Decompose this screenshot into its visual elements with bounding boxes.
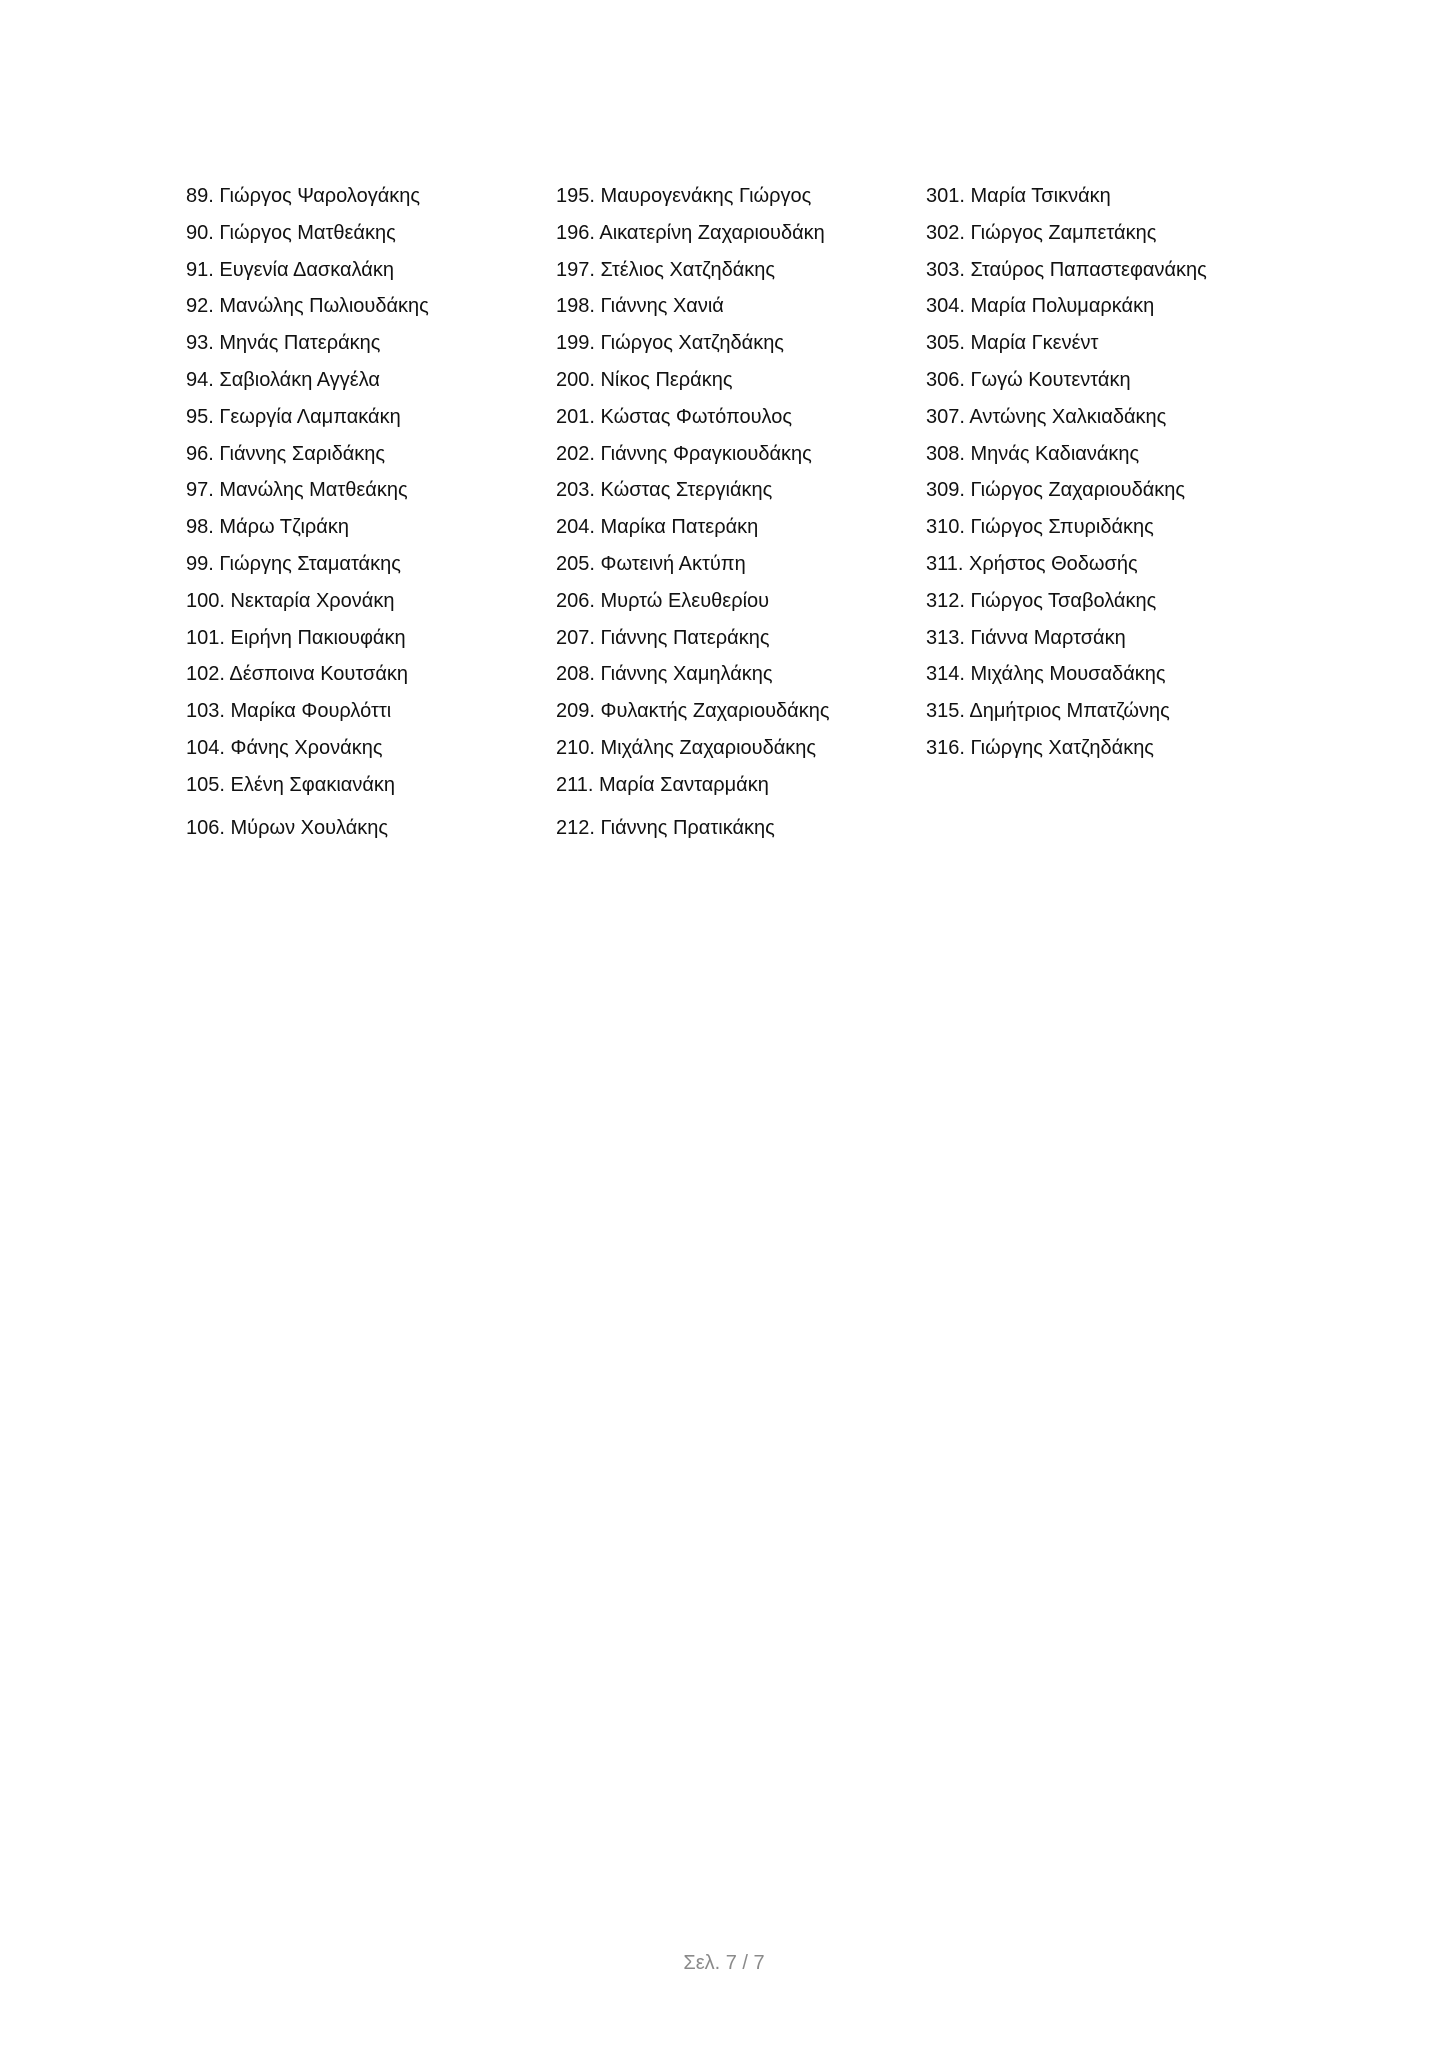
list-item: 207. Γιάννης Πατεράκης <box>556 626 770 649</box>
list-item: 199. Γιώργος Χατζηδάκης <box>556 332 784 355</box>
list-item: 307. Αντώνης Χαλκιαδάκης <box>926 405 1167 428</box>
list-item: 197. Στέλιος Χατζηδάκης <box>556 258 776 281</box>
name-list-column-3 <box>926 178 1207 767</box>
list-item: 315. Δημήτριος Μπατζώνης <box>926 700 1170 723</box>
list-item: 312. Γιώργος Τσαβολάκης <box>926 589 1157 612</box>
list-item: 106. Μύρων Χουλάκης <box>186 816 389 839</box>
list-item: 305. Μαρία Γκενέντ <box>926 332 1099 355</box>
list-item: 206. Μυρτώ Ελευθερίου <box>556 589 770 612</box>
list-item: 302. Γιώργος Ζαμπετάκης <box>926 221 1157 244</box>
list-item: 203. Κώστας Στεργιάκης <box>556 479 773 502</box>
list-item: 90. Γιώργος Ματθεάκης <box>186 221 396 244</box>
list-item: 96. Γιάννης Σαριδάκης <box>186 442 386 465</box>
list-item: 101. Ειρήνη Πακιουφάκη <box>186 626 406 649</box>
list-item: 95. Γεωργία Λαμπακάκη <box>186 405 401 428</box>
list-item: 202. Γιάννης Φραγκιουδάκης <box>556 442 812 465</box>
page-number-footer: Σελ. 7 / 7 <box>683 1952 765 1974</box>
list-item: 304. Μαρία Πολυμαρκάκη <box>926 295 1155 318</box>
list-item: 314. Μιχάλης Μουσαδάκης <box>926 663 1166 686</box>
list-item: 208. Γιάννης Χαμηλάκης <box>556 663 773 686</box>
list-item: 303. Σταύρος Παπαστεφανάκης <box>926 258 1207 281</box>
list-item: 306. Γωγώ Κουτεντάκη <box>926 368 1131 391</box>
list-item: 89. Γιώργος Ψαρολογάκης <box>186 185 421 207</box>
name-list-column-1 <box>186 178 429 846</box>
list-item: 201. Κώστας Φωτόπουλος <box>556 405 792 428</box>
list-item: 99. Γιώργης Σταματάκης <box>186 552 401 575</box>
list-item: 91. Ευγενία Δασκαλάκη <box>186 258 394 281</box>
name-list-columns <box>186 178 1336 878</box>
list-item: 209. Φυλακτής Ζαχαριουδάκης <box>556 700 830 723</box>
list-item: 210. Μιχάλης Ζαχαριουδάκης <box>556 736 817 759</box>
list-item: 198. Γιάννης Χανιά <box>556 295 724 318</box>
list-item: 94. Σαβιολάκη Αγγέλα <box>186 368 380 391</box>
list-item: 92. Μανώλης Πωλιουδάκης <box>186 295 429 318</box>
list-item: 308. Μηνάς Καδιανάκης <box>926 442 1140 465</box>
name-list-column-2 <box>556 178 830 846</box>
list-item: 313. Γιάννα Μαρτσάκη <box>926 626 1126 649</box>
list-item: 301. Μαρία Τσικνάκη <box>926 185 1111 207</box>
list-item: 212. Γιάννης Πρατικάκης <box>556 816 775 839</box>
list-item: 195. Μαυρογενάκης Γιώργος <box>556 185 812 207</box>
list-item: 311. Χρήστος Θοδωσής <box>926 552 1138 575</box>
list-item: 310. Γιώργος Σπυριδάκης <box>926 516 1154 539</box>
list-item: 196. Αικατερίνη Ζαχαριουδάκη <box>556 221 825 244</box>
list-item: 98. Μάρω Τζιράκη <box>186 516 349 539</box>
list-item: 104. Φάνης Χρονάκης <box>186 736 383 759</box>
list-item: 100. Νεκταρία Χρονάκη <box>186 589 395 612</box>
list-item: 200. Νίκος Περάκης <box>556 368 733 391</box>
list-item: 316. Γιώργης Χατζηδάκης <box>926 736 1154 759</box>
list-item: 211. Μαρία Σανταρμάκη <box>556 773 769 796</box>
list-item: 93. Μηνάς Πατεράκης <box>186 332 381 355</box>
list-item: 103. Μαρίκα Φουρλόττι <box>186 700 392 723</box>
list-item: 309. Γιώργος Ζαχαριουδάκης <box>926 479 1186 502</box>
list-item: 204. Μαρίκα Πατεράκη <box>556 516 759 539</box>
list-item: 97. Μανώλης Ματθεάκης <box>186 479 408 502</box>
list-item: 102. Δέσποινα Κουτσάκη <box>186 663 409 686</box>
list-item: 105. Ελένη Σφακιανάκη <box>186 773 396 796</box>
list-item: 205. Φωτεινή Ακτύπη <box>556 552 746 575</box>
